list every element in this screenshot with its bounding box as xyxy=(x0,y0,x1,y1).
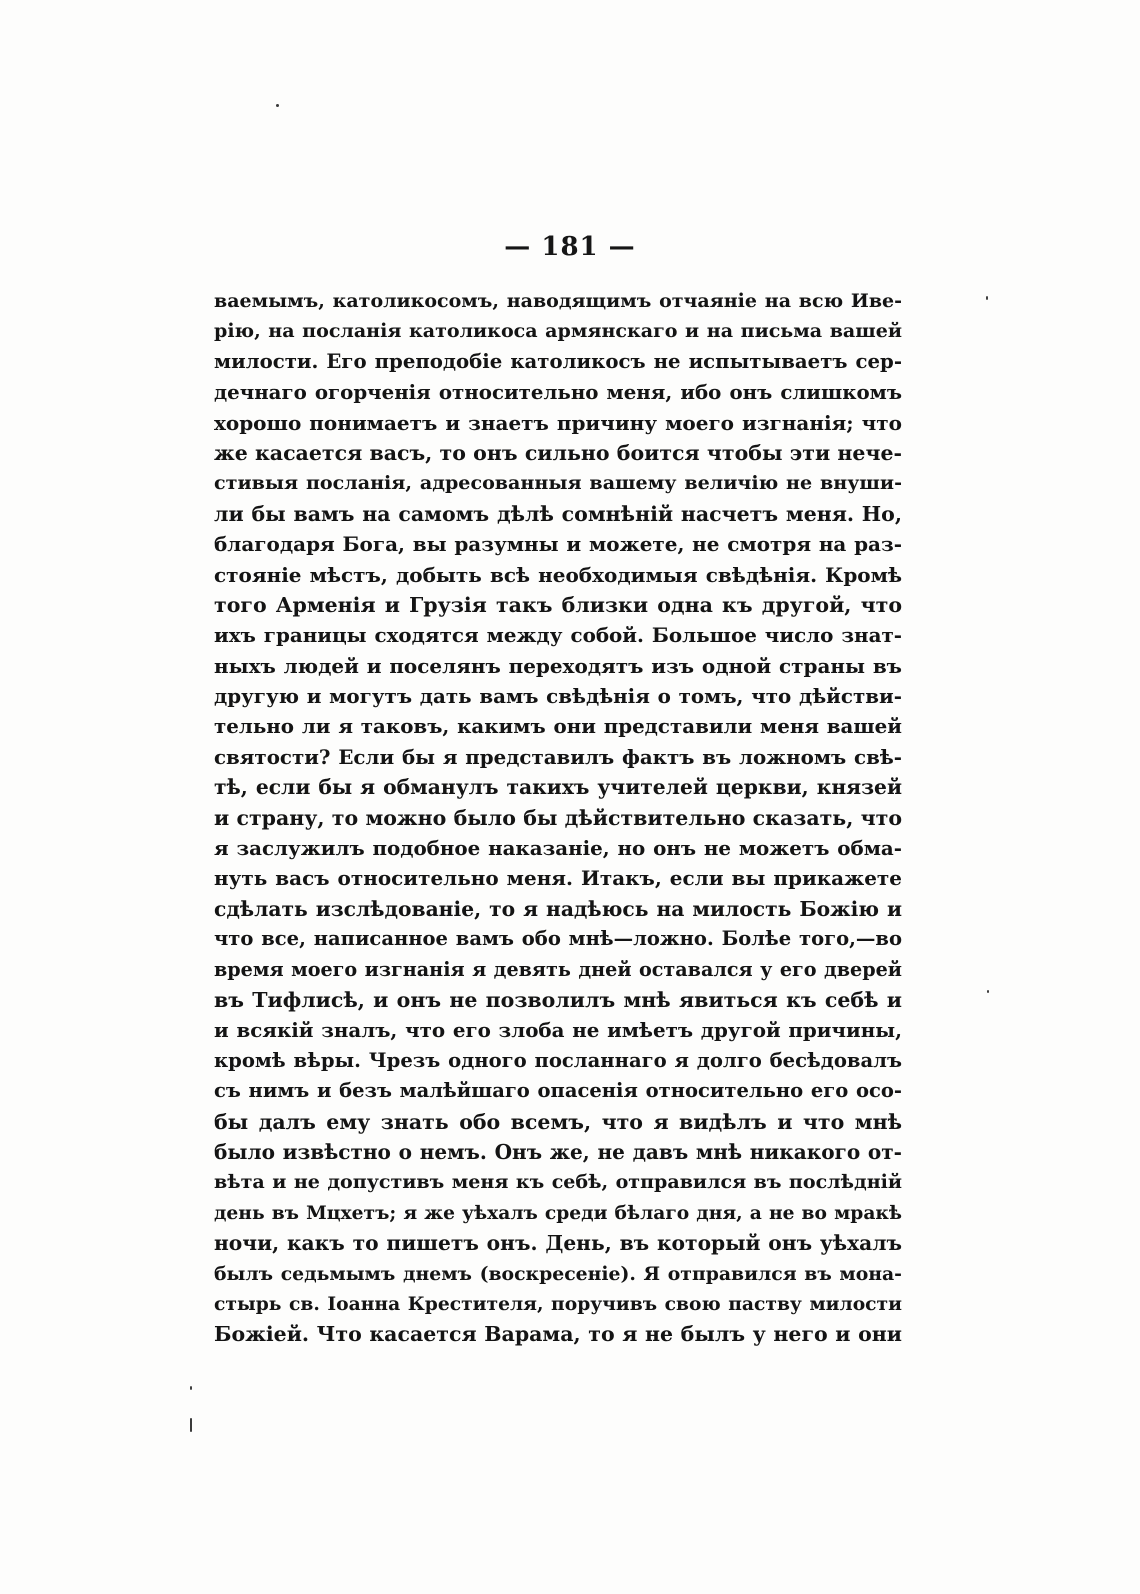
text-line: стырь св. Іоанна Крестителя, поручивъ свою паству милости xyxy=(214,1292,902,1315)
text-line: и страну, то можно было бы дѣйствительно сказать, что xyxy=(214,805,902,830)
page-number: — 181 — xyxy=(504,232,636,262)
scan-speck xyxy=(986,296,988,300)
text-line: ночи, какъ то пишетъ онъ. День, въ который онъ уѣхалъ xyxy=(214,1231,902,1256)
text-line: тельно ли я таковъ, какимъ они представили меня вашей xyxy=(214,714,902,739)
text-line: ихъ границы сходятся между собой. Большое число знат- xyxy=(214,623,902,648)
text-line: я заслужилъ подобное наказаніе, но онъ не можетъ обма- xyxy=(214,836,902,861)
text-line: того Арменія и Грузія такъ близки одна къ другой, что xyxy=(214,592,902,617)
text-line: сдѣлать изслѣдованіе, то я надѣюсь на милость Божію и xyxy=(214,896,902,921)
text-line: другую и могутъ дать вамъ свѣдѣнія о томъ, что дѣйстви- xyxy=(214,684,902,709)
text-line: бы далъ ему знать обо всемъ, что я видѣлъ и что мнѣ xyxy=(214,1109,902,1134)
text-line: ли бы вамъ на самомъ дѣлѣ сомнѣній насчетъ меня. Но, xyxy=(214,501,902,526)
text-line: благодаря Бога, вы разумны и можете, не смотря на раз- xyxy=(214,532,902,557)
text-line: рію, на посланія католикоса армянскаго и на письма вашей xyxy=(214,320,902,343)
text-line: милости. Его преподобіе католикосъ не испытываетъ сер- xyxy=(214,349,902,373)
text-line: ваемымъ, католикосомъ, наводящимъ отчаяніе на всю Иве- xyxy=(214,290,902,312)
text-line: и всякій зналъ, что его злоба не имѣетъ другой причины, xyxy=(214,1018,902,1043)
text-line: Божіей. Что касается Варама, то я не былъ у него и они xyxy=(214,1322,902,1347)
scan-speck xyxy=(190,1418,192,1432)
text-line: же касается васъ, то онъ сильно боится чтобы эти нече- xyxy=(214,440,902,465)
text-line: кромѣ вѣры. Чрезъ одного посланнаго я долго бесѣдовалъ xyxy=(214,1048,902,1072)
text-line: что все, написанное вамъ обо мнѣ—ложно. Болѣе того,—во xyxy=(214,927,902,951)
scan-speck xyxy=(190,1386,192,1390)
text-line: святости? Если бы я представилъ фактъ въ ложномъ свѣ- xyxy=(214,744,902,769)
text-line: дечнаго огорченія относительно меня, ибо онъ слишкомъ xyxy=(214,380,902,405)
scan-speck xyxy=(987,990,989,993)
text-line: въ Тифлисѣ, и онъ не позволилъ мнѣ явиться къ себѣ и xyxy=(214,987,902,1012)
text-line: стояніе мѣстъ, добыть всѣ необходимыя свѣдѣнія. Кромѣ xyxy=(214,562,902,587)
text-line: стивыя посланія, адресованныя вашему величію не внуши- xyxy=(214,471,902,495)
text-line: время моего изгнанія я девять дней оставался у его дверей xyxy=(214,957,902,981)
text-line: съ нимъ и безъ малѣйшаго опасенія относительно его осо- xyxy=(214,1079,902,1103)
text-line: тѣ, если бы я обманулъ такихъ учителей церкви, князей xyxy=(214,775,902,800)
text-line: было извѣстно о немъ. Онъ же, не давъ мнѣ никакого от- xyxy=(214,1139,902,1164)
text-line: день въ Мцхетъ; я же уѣхалъ среди бѣлаго дня, а не во мракѣ xyxy=(214,1201,902,1224)
text-line: вѣта и не допустивъ меня къ себѣ, отправился въ послѣдній xyxy=(214,1171,902,1194)
body-text xyxy=(214,286,902,1350)
text-line: нуть васъ относительно меня. Итакъ, если вы прикажете xyxy=(214,866,902,891)
text-line: хорошо понимаетъ и знаетъ причину моего изгнанія; что xyxy=(214,410,902,435)
text-line: ныхъ людей и поселянъ переходятъ изъ одной страны въ xyxy=(214,653,902,678)
scan-speck xyxy=(276,104,279,107)
text-line: былъ седьмымъ днемъ (воскресеніе). Я отправился въ мона- xyxy=(214,1262,902,1285)
